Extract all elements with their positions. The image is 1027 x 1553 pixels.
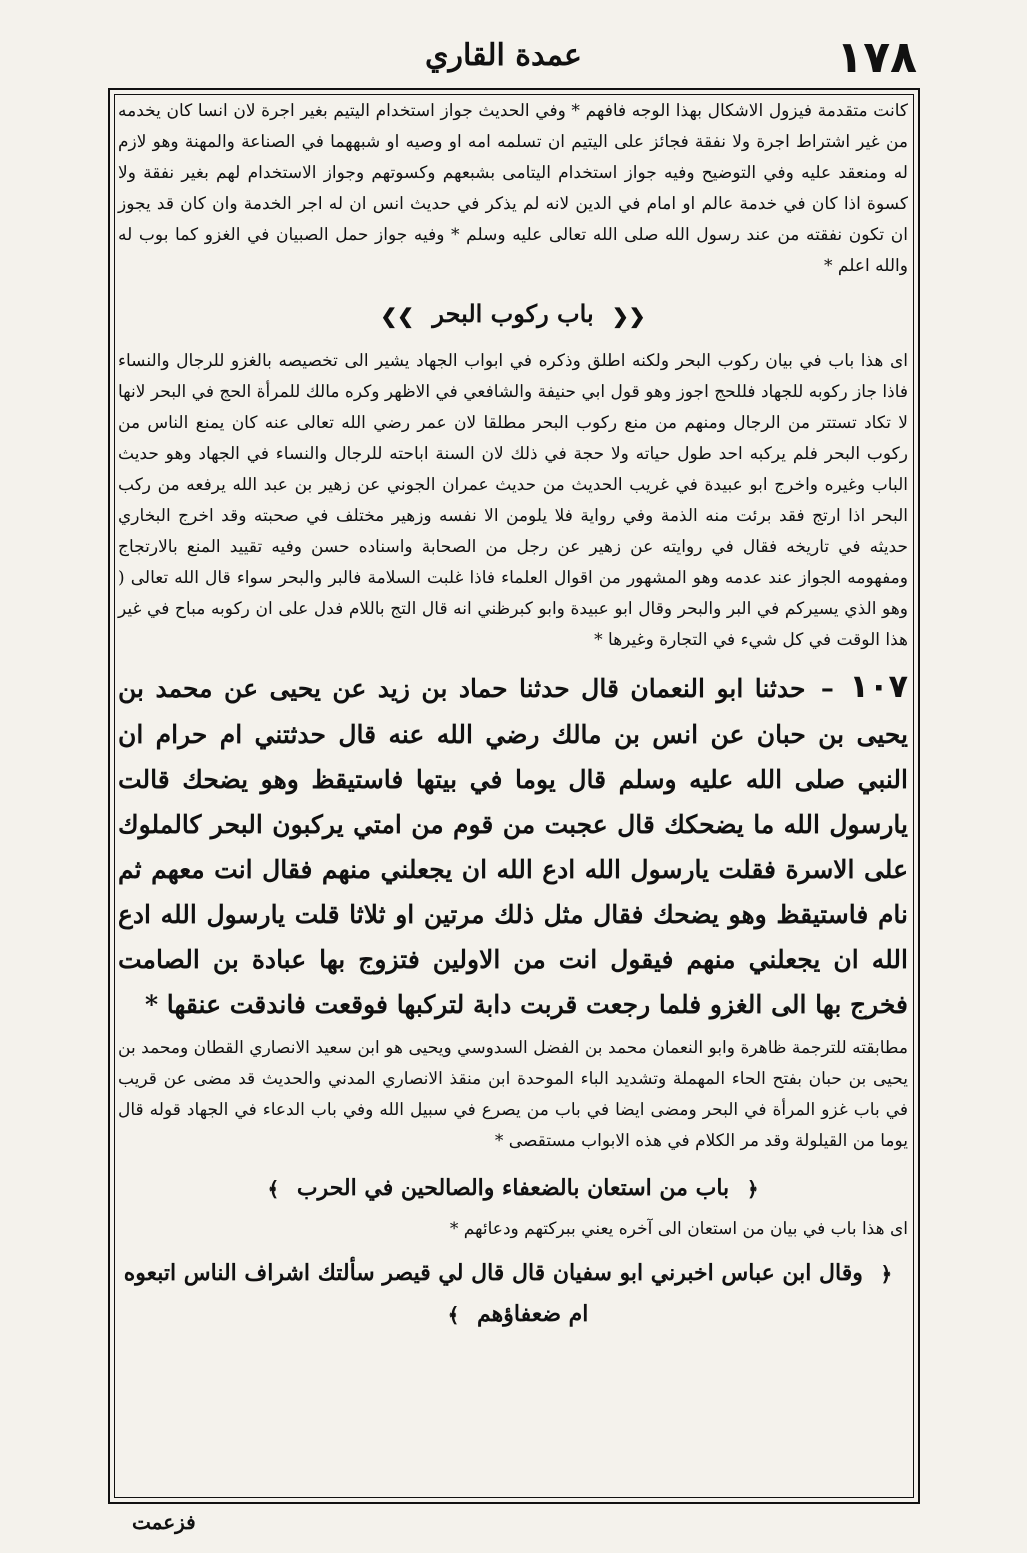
quoted-narration-text: وقال ابن عباس اخبرني ابو سفيان قال قال لي قيصر سألتك اشراف الناس اتبعوه ام ضعفاؤهم [123, 1259, 863, 1327]
chapter-heading-1-text: باب ركوب البحر [432, 299, 594, 328]
chapter-heading-1 [118, 294, 908, 336]
page-number: ۱۷۸ [836, 32, 917, 83]
running-title: عمدة القاري [425, 38, 582, 73]
quote-bracket-left-icon: ﴿ [880, 1261, 893, 1286]
hadith-body: حدثنا ابو النعمان قال حدثنا حماد بن زيد عن يحيى عن محمد بن يحيى بن حبان عن انس بن مالك رضي الله عنه قال حدثتني ام حرام ان النبي صلى الله عليه وسلم قال يوما في بيتها فاستيقظ وهو يضحك قالت يارسول الله ما يضحكك قال عجبت من قوم من امتي يركبون البحر كالملوك على الاسرة فقلت يارسول الله ادع الله ان يجعلني منهم فقال انت معهم ثم نام فاستيقظ وهو يضحك فقال مثل ذلك مرتين او ثلاثا قلت يارسول الله ادع الله ان يجعلني منهم فيقول انت من الاولين فتزوج بها عبادة بن الصامت فخرج بها الى الغزو فلما رجعت قربت دابة لتركبها فوقعت فاندقت عنقها * [118, 673, 908, 1019]
page-body [118, 96, 908, 1335]
commentary-paragraph-4: اى هذا باب في بيان من استعان الى آخره يعني ببركتهم ودعائهم * [449, 1218, 908, 1239]
hadith-mark-icon: – [820, 673, 834, 704]
quoted-narration [118, 1253, 908, 1335]
commentary-paragraph-2: اى هذا باب في بيان ركوب البحر ولكنه اطلق وذكره في ابواب الجهاد يشير الى تخصيصه بالغزو للرجال والنساء فاذا جاز ركوبه للجهاد فللحج اجوز وهو قول ابي حنيفة والشافعي في الاظهر وكره مالك للمرأة الحج في البحر لانها لا تكاد تستتر من الرجال ومنهم من منع ركوب البحر مطلقا لان عمر رضي الله تعالى عنه كان يمنع الناس من ركوب البحر فلم يركبه احد طول حياته ولا حجة في ذلك لان السنة اباحته للرجال والنساء في الجهاد وهو حديث الباب وغيره واخرج ابو عبيدة في غريب الحديث من حديث عمران الجوني عن زهير بن عبد الله يرفعه من ركب البحر اذا ارتج فقد برئت منه الذمة وفي رواية فلا يلومن الا نفسه وزهير مختلف في صحبته وقد اخرج البخاري حديثه في تاريخه فقال في روايته عن زهير عن رجل من الصحابة واسناده حسن وفيه تقييد المنع بالارتجاج ومفهومه الجواز عند عدمه وهو المشهور من اقوال العلماء فاذا غلبت السلامة فالبر والبحر سواء قال الله تعالى ( وهو الذي يسيركم في البر والبحر وقال ابو عبيدة وابو كبرظني انه قال التج باللام فدل على ان ركوبه مباح في غير هذا الوقت في كل شيء في التجارة وغيرها * [118, 350, 908, 650]
catchword: فزعمت [132, 1510, 196, 1534]
bracket-right-icon: ﴾ [267, 1176, 280, 1201]
bracket-left-icon: ﴿ [746, 1176, 759, 1201]
hadith-text [118, 664, 908, 1027]
ornament-left-icon: ❮❮ [611, 303, 646, 328]
quote-bracket-right-icon: ﴾ [447, 1302, 460, 1327]
page-header [90, 28, 917, 86]
chapter-heading-2 [118, 1169, 908, 1208]
commentary-paragraph-3: مطابقته للترجمة ظاهرة وابو النعمان محمد بن الفضل السدوسي ويحيى هو ابن سعيد الانصاري القطان ومحمد بن يحيى بن حبان بفتح الحاء المهملة وتشديد الباء الموحدة ابن منقذ الانصاري المدني والحديث قد مضى عن قريب في باب غزو المرأة في البحر ومضى ايضا في باب من يصرع في سبيل الله وفي باب الدعاء في الجهاد قوله قال يوما من القيلولة وقد مر الكلام في هذه الابواب مستقصى * [118, 1037, 908, 1151]
ornament-right-icon: ❯❯ [380, 303, 414, 328]
commentary-paragraph-1: كانت متقدمة فيزول الاشكال بهذا الوجه فافهم * وفي الحديث جواز استخدام اليتيم بغير اجرة لان انسا كان يخدمه من غير اشتراط اجرة ولا نفقة فجائز على اليتيم ان تسلمه امه او وصيه او شبههما في الصناعة والمهنة وهو لازم له ومنعقد عليه وفي التوضيح وفيه جواز استخدام اليتامى بشبعهم وكسوتهم وجواز الاستخدام لهم بغير نفقة ولا كسوة اذا كان في خدمة عالم او امام في الدين لانه لم يذكر في حديث انس ان له اجر الخدمة وان كان قد يجوز ان تكون نفقته من عند رسول الله صلى الله تعالى عليه وسلم * وفيه جواز حمل الصبيان في الغزو كما بوب له والله اعلم * [118, 101, 908, 276]
chapter-heading-2-text: باب من استعان بالضعفاء والصالحين في الحرب [296, 1174, 730, 1201]
hadith-number: ١٠٧ [849, 666, 908, 705]
